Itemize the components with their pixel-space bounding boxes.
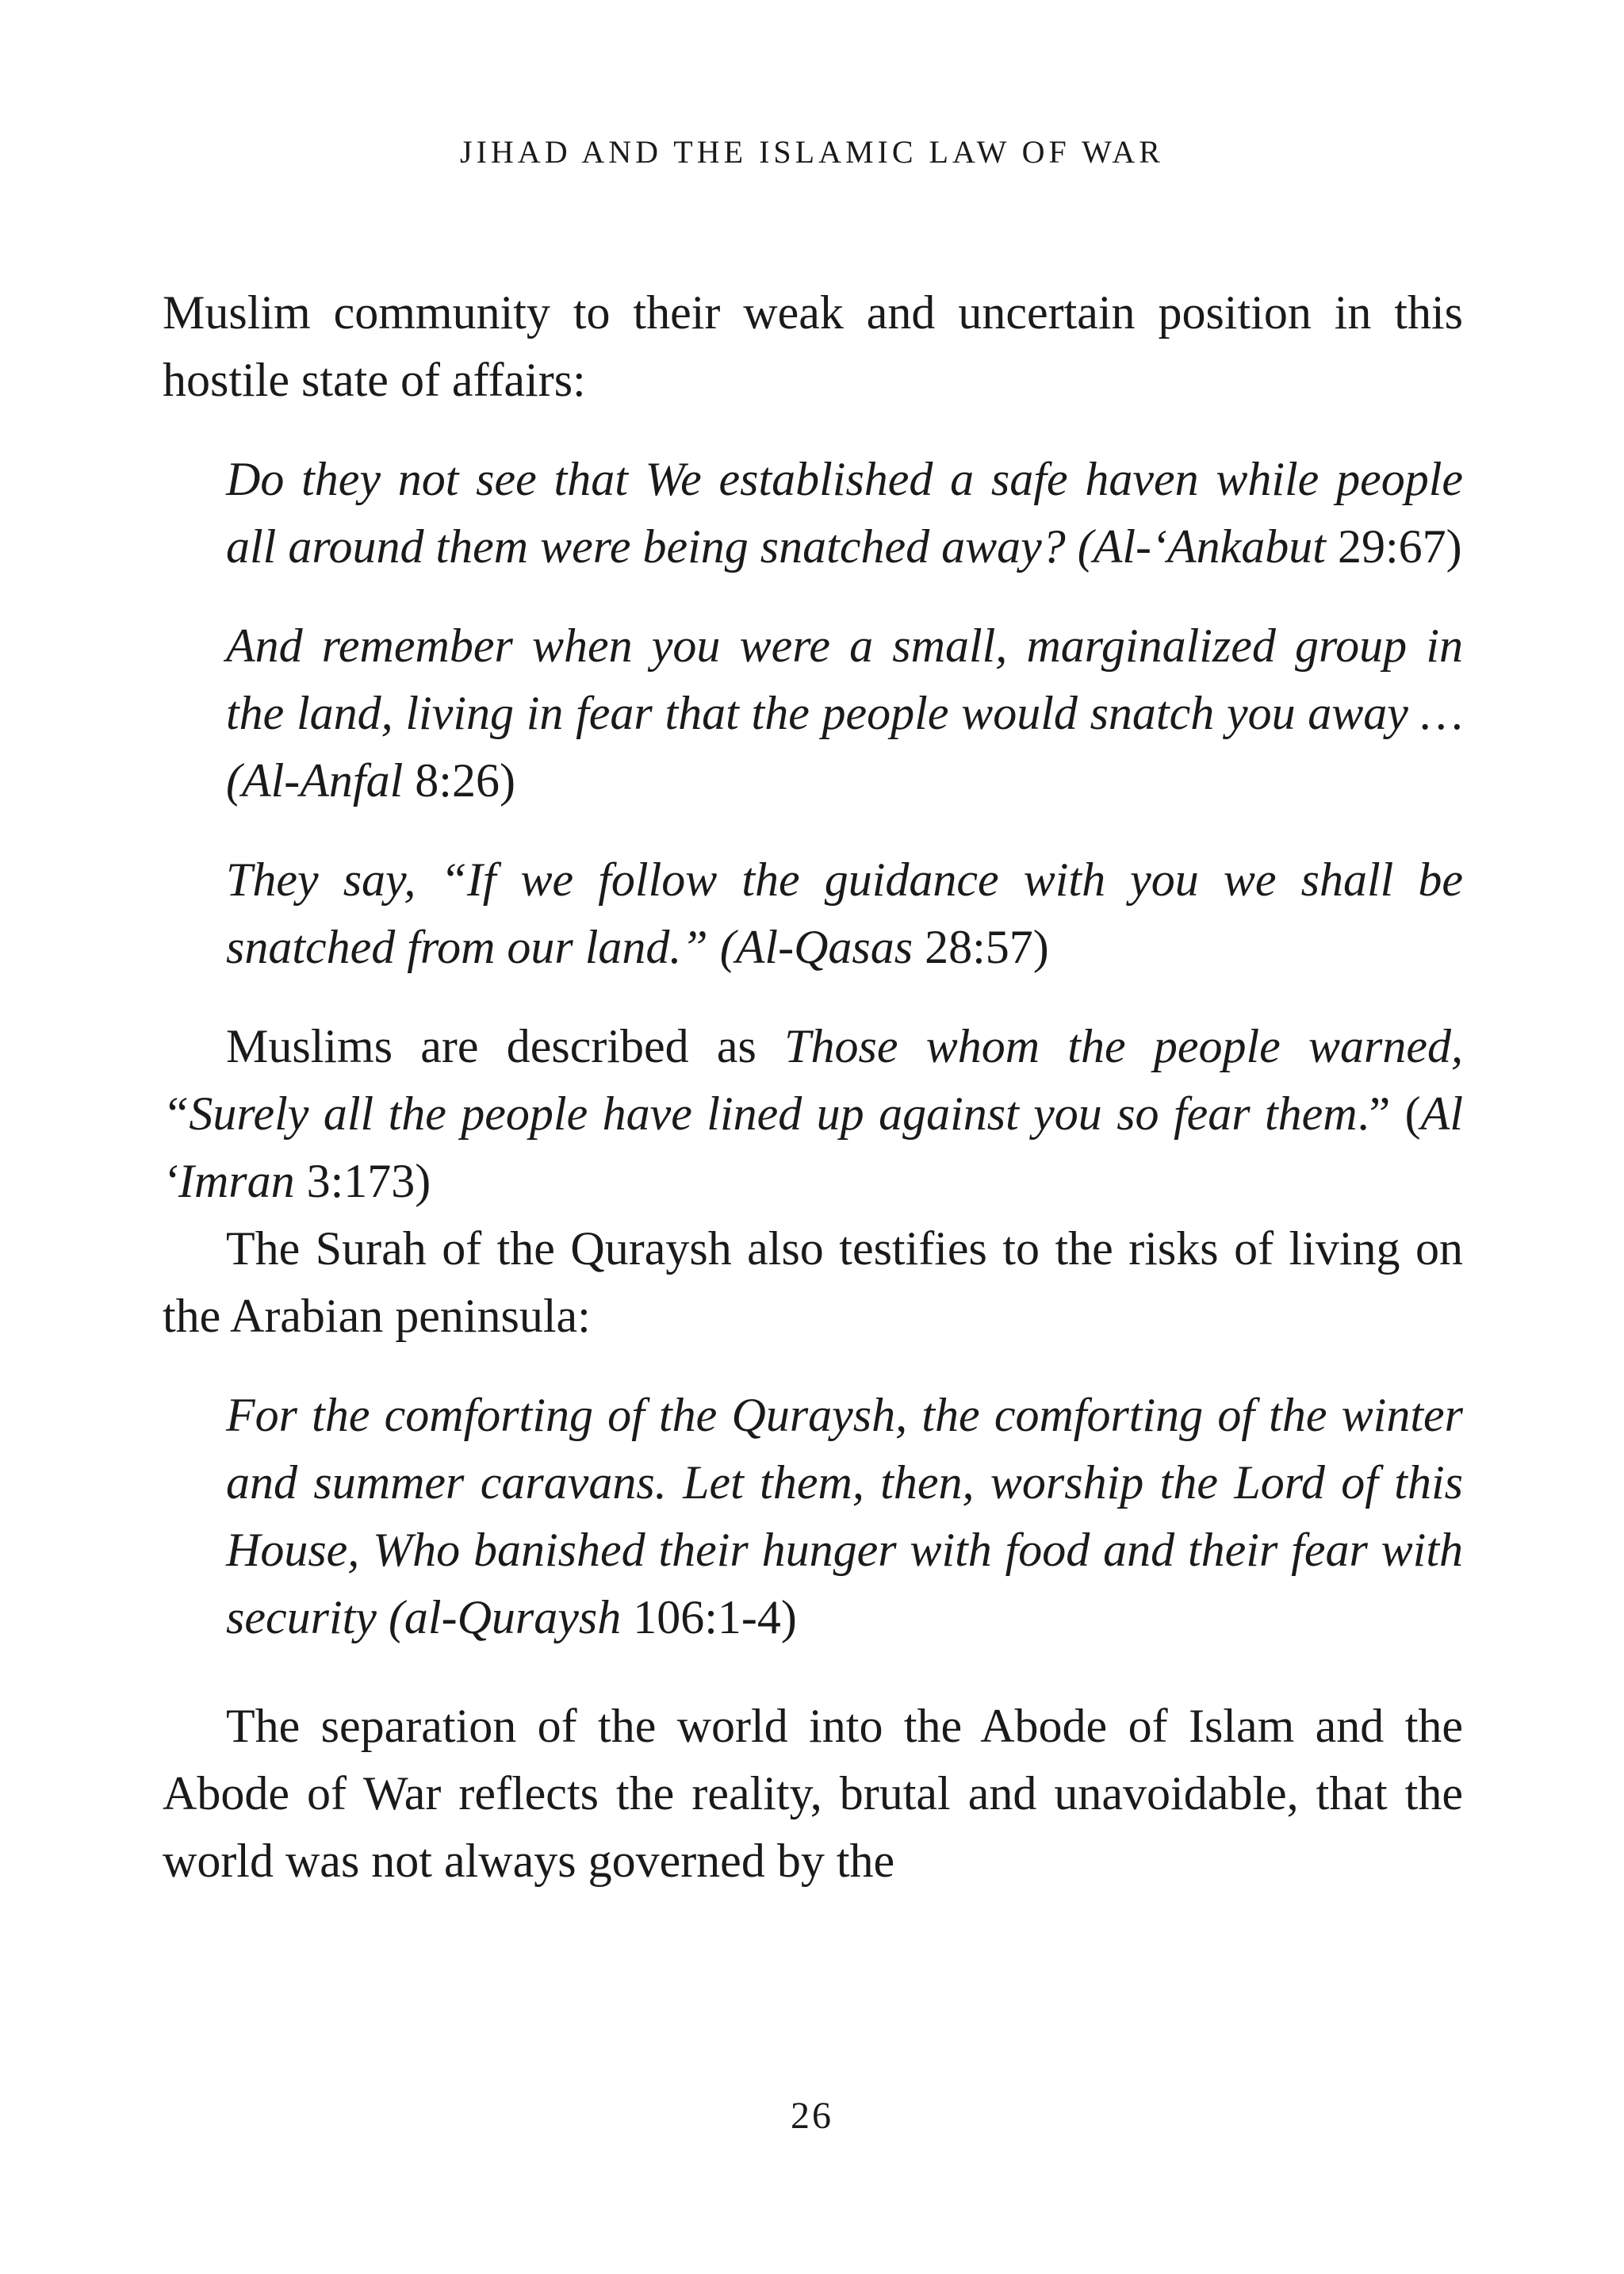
quran-quote-anfal [226,612,1463,815]
inline-quote-source-ref: 3:173) [306,1155,431,1207]
paragraph-muslims-described [163,1013,1463,1215]
quran-quote-ankabut [226,446,1463,581]
quote-text: They say, “If we follow the guidance with you we shall be snatched from our land.” [226,853,1463,973]
spacer [163,414,1463,446]
quote-source-ref: 29:67) [1337,520,1462,573]
spacer [163,981,1463,1013]
spacer [163,1651,1463,1693]
paragraph-lead: Muslims are described as [226,1020,756,1072]
quote-source-name: (Al-Qasas [719,921,914,973]
quote-text: For the comforting of the Quraysh, the comforting of the winter and summer caravans. Let them, then, worship the Lord of this House, Who banished their hunger with food and their fear with security [226,1389,1463,1643]
quote-source-name: (Al-Anfal [226,754,404,807]
quran-quote-quraysh [226,1382,1463,1651]
spacer [163,1350,1463,1382]
spacer [163,581,1463,612]
page-number: 26 [791,2095,833,2137]
quran-quote-qasas [226,846,1463,981]
spacer [163,815,1463,846]
paragraph-abodes: The separation of the world into the Abode of Islam and the Abode of War reflects the reality, brutal and unavoidable, that the world was not always governed by the [163,1700,1463,1887]
quote-source-ref: 106:1-4) [633,1591,797,1643]
paragraph-continuation: Muslim community to their weak and uncertain position in this hostile state of affairs: [163,286,1463,406]
quote-source-ref: 28:57) [925,921,1049,973]
quote-source-name: (al-Quraysh [388,1591,622,1643]
running-head: JIHAD AND THE ISLAMIC LAW OF WAR [460,134,1164,170]
inline-quote-text: Those whom the people warned, “Surely all the people have lined up against you so fear them [163,1020,1463,1140]
quote-source-ref: 8:26) [415,754,515,807]
page-body [163,279,1463,1895]
inline-quote-closing: .” ( [1357,1087,1421,1140]
quote-text: Do they not see that We established a safe haven while people all around them were being snatched away? [226,453,1463,573]
quote-text: And remember when you were a small, marginalized group in the land, living in fear that the people would snatch you away … [226,619,1463,739]
paragraph-surah-quraysh: The Surah of the Quraysh also testifies to the risks of living on the Arabian peninsula: [163,1222,1463,1342]
inline-quote-source-name: Al ‘Imran [163,1087,1463,1207]
quote-source-name: (Al-‘Ankabut [1077,520,1326,573]
